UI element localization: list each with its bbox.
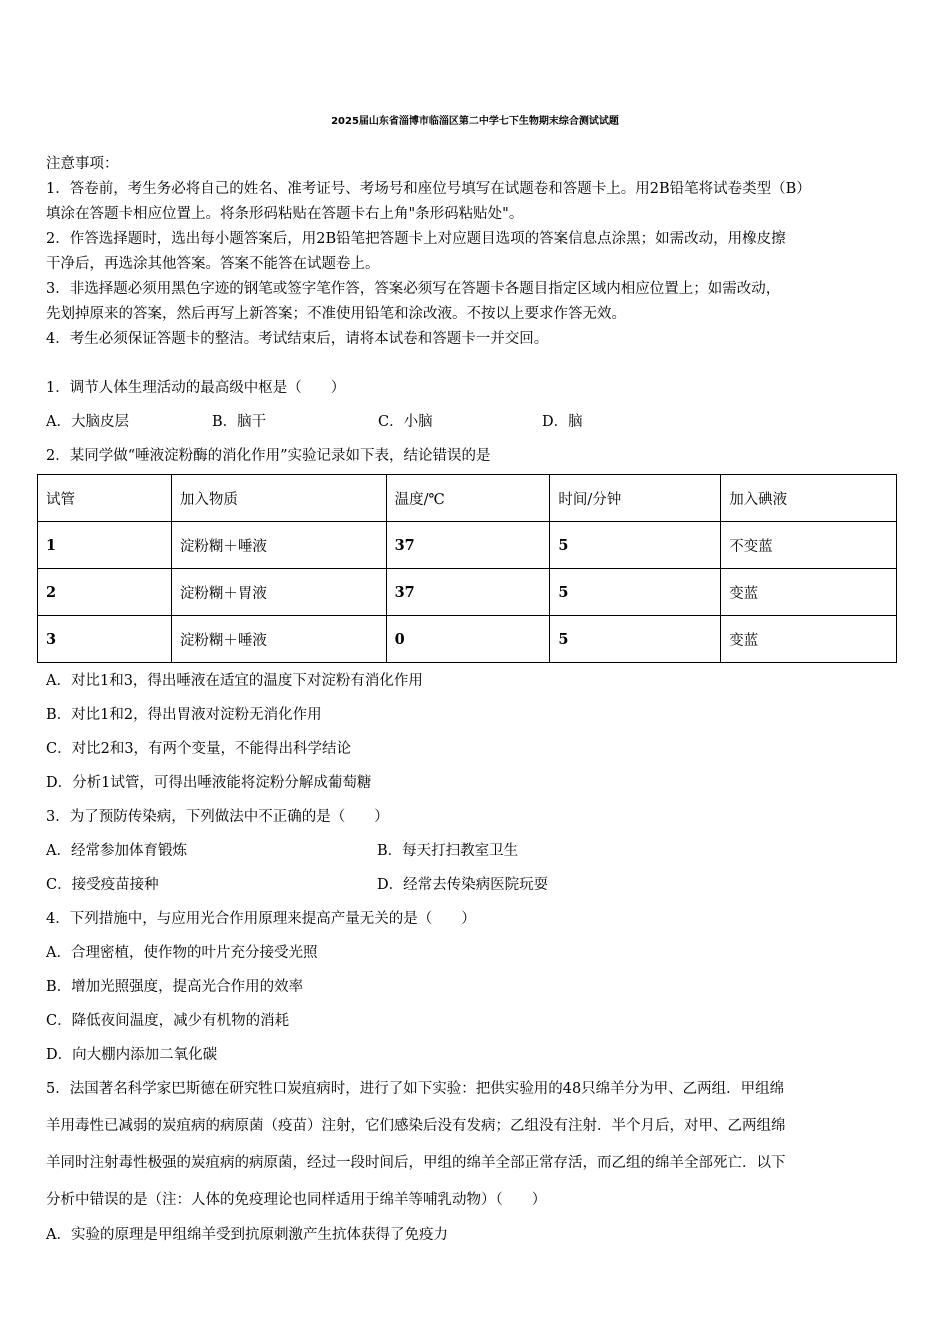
table-cell: 3 — [38, 616, 172, 663]
table-cell: 5 — [550, 569, 721, 616]
q3-option-c: C．接受疫苗接种 — [46, 877, 159, 893]
table-cell: 1 — [38, 522, 172, 569]
table-cell: 2 — [38, 569, 172, 616]
q4-option-c: C．降低夜间温度，减少有机物的消耗 — [46, 1013, 290, 1029]
q4-option-d: D．向大棚内添加二氧化碳 — [46, 1047, 218, 1063]
table-cell: 37 — [386, 569, 550, 616]
q2-option-b: B．对比1和2，得出胃液对淀粉无消化作用 — [46, 707, 322, 723]
table-header-cell: 温度/℃ — [386, 475, 550, 522]
table-cell: 37 — [386, 522, 550, 569]
q1-option-d: D．脑 — [542, 414, 583, 430]
table-cell: 淀粉糊＋唾液 — [171, 522, 386, 569]
q4-option-b: B．增加光照强度，提高光合作用的效率 — [46, 979, 304, 995]
table-cell: 变蓝 — [721, 569, 897, 616]
q2-option-c: C．对比2和3，有两个变量，不能得出科学结论 — [46, 741, 352, 757]
table-row — [38, 616, 897, 663]
table-cell: 5 — [550, 616, 721, 663]
notice-line: 填涂在答题卡相应位置上。将条形码粘贴在答题卡右上角"条形码粘贴处"。 — [46, 206, 524, 222]
table-cell: 淀粉糊＋胃液 — [171, 569, 386, 616]
q3-option-d: D．经常去传染病医院玩耍 — [377, 877, 549, 893]
q1-option-a: A．大脑皮层 — [46, 414, 129, 430]
table-header-row — [38, 475, 897, 522]
notice-heading: 注意事项： — [46, 156, 119, 172]
q1-option-b: B．脑干 — [212, 414, 267, 430]
question-1-stem: 1．调节人体生理活动的最高级中枢是（ ） — [46, 380, 346, 396]
experiment-table — [37, 474, 897, 663]
question-2-stem: 2．某同学做“唾液淀粉酶的消化作用”实验记录如下表，结论错误的是 — [46, 448, 491, 464]
notice-line: 干净后，再选涂其他答案。答案不能答在试题卷上。 — [46, 256, 380, 272]
q2-option-d: D．分析1试管，可得出唾液能将淀粉分解成葡萄糖 — [46, 775, 372, 791]
notice-line: 2．作答选择题时，选出每小题答案后，用2B铅笔把答题卡上对应题目选项的答案信息点涂黑；如需改动，用橡皮擦 — [46, 231, 786, 247]
q4-option-a: A．合理密植，使作物的叶片充分接受光照 — [46, 945, 318, 961]
question-3-stem: 3．为了预防传染病，下列做法中不正确的是（ ） — [46, 809, 389, 825]
table-row — [38, 569, 897, 616]
notice-line: 先划掉原来的答案，然后再写上新答案；不准使用铅笔和涂改液。不按以上要求作答无效。 — [46, 306, 626, 322]
question-4-stem: 4．下列措施中，与应用光合作用原理来提高产量无关的是（ ） — [46, 911, 476, 927]
table-cell: 淀粉糊＋唾液 — [171, 616, 386, 663]
table-header-cell: 加入碘液 — [721, 475, 897, 522]
q3-option-b: B．每天打扫教室卫生 — [377, 843, 519, 859]
table-header-cell: 时间/分钟 — [550, 475, 721, 522]
notice-line: 3．非选择题必须用黑色字迹的钢笔或签字笔作答，答案必须写在答题卡各题目指定区域内相应位置上；如需改动， — [46, 281, 781, 297]
question-5-stem-line: 5．法国著名科学家巴斯德在研究牲口炭疽病时，进行了如下实验：把供实验用的48只绵羊分为甲、乙两组．甲组绵 — [46, 1081, 785, 1097]
q5-option-a: A．实验的原理是甲组绵羊受到抗原刺激产生抗体获得了免疫力 — [46, 1227, 448, 1243]
table-header-cell: 试管 — [38, 475, 172, 522]
table-cell: 5 — [550, 522, 721, 569]
q3-option-a: A．经常参加体育锻炼 — [46, 843, 187, 859]
exam-title: 2025届山东省淄博市临淄区第二中学七下生物期末综合测试试题 — [331, 116, 619, 127]
question-5-stem-line: 羊同时注射毒性极强的炭疽病的病原菌，经过一段时间后，甲组的绵羊全部正常存活，而乙组的绵羊全部死亡．以下 — [46, 1155, 786, 1171]
q1-option-c: C．小脑 — [378, 414, 433, 430]
table-row — [38, 522, 897, 569]
q2-option-a: A．对比1和3，得出唾液在适宜的温度下对淀粉有消化作用 — [46, 673, 423, 689]
question-5-stem-line: 分析中错误的是（注：人体的免疫理论也同样适用于绵羊等哺乳动物）（ ） — [46, 1192, 547, 1208]
table-cell: 变蓝 — [721, 616, 897, 663]
table-cell: 0 — [386, 616, 550, 663]
table-header-cell: 加入物质 — [171, 475, 386, 522]
question-5-stem-line: 羊用毒性已减弱的炭疽病的病原菌（疫苗）注射，它们感染后没有发病；乙组没有注射．半个月后，对甲、乙两组绵 — [46, 1118, 786, 1134]
notice-line: 4．考生必须保证答题卡的整洁。考试结束后，请将本试卷和答题卡一并交回。 — [46, 331, 549, 347]
table-cell: 不变蓝 — [721, 522, 897, 569]
notice-line: 1．答卷前，考生务必将自己的姓名、准考证号、考场号和座位号填写在试题卷和答题卡上。用2B铅笔将试卷类型（B） — [46, 181, 811, 197]
